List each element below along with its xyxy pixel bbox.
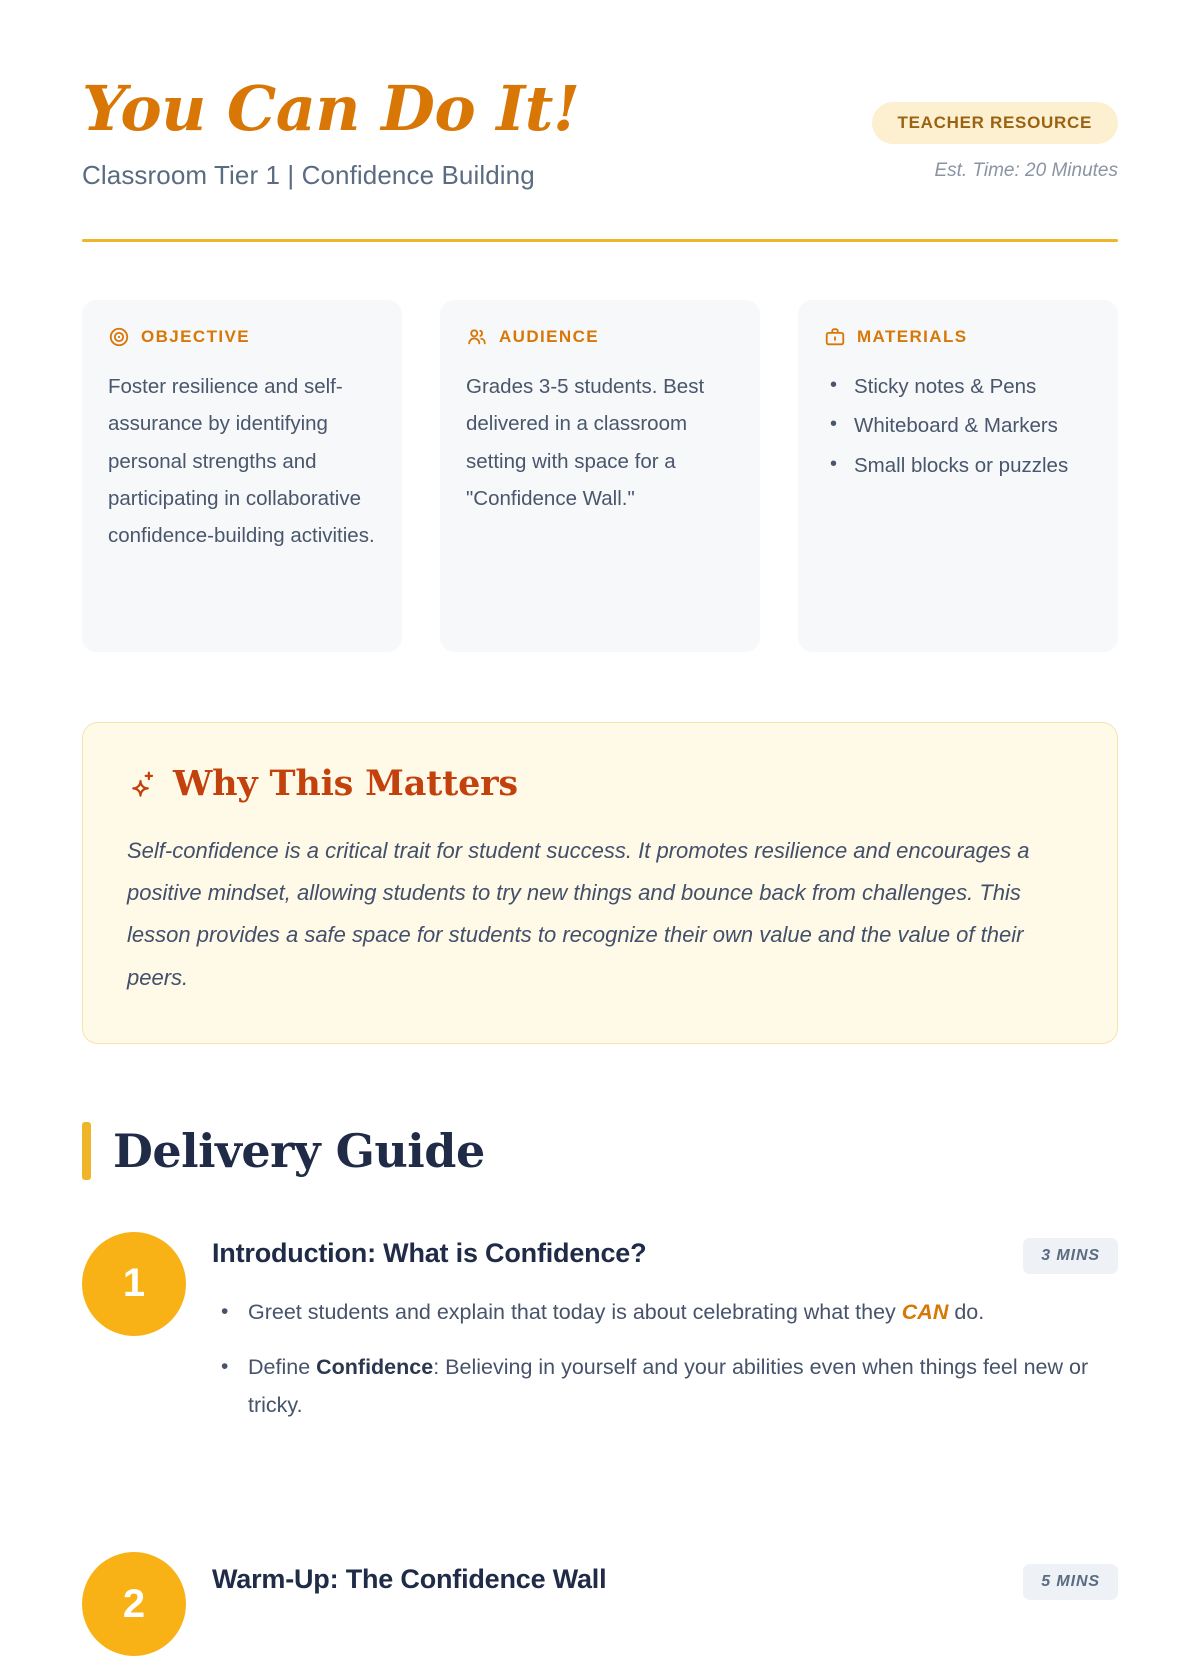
step-content	[212, 1552, 1118, 1656]
card-audience-title: AUDIENCE	[499, 327, 599, 346]
card-audience-header	[466, 326, 734, 348]
step-number-badge: 2	[82, 1552, 186, 1656]
estimated-time: Est. Time: 20 Minutes	[934, 160, 1118, 181]
header-divider	[82, 239, 1118, 242]
card-objective	[82, 300, 402, 652]
card-audience-body: Grades 3-5 students. Best delivered in a classroom setting with space for a "Confidence Wall."	[466, 375, 705, 510]
section-accent-bar	[82, 1122, 91, 1180]
why-title: Why This Matters	[173, 763, 518, 804]
step-title: Warm-Up: The Confidence Wall	[212, 1564, 607, 1594]
delivery-guide-heading	[82, 1122, 1118, 1180]
list-item: • Whiteboard & Markers	[824, 407, 1092, 444]
step-title: Introduction: What is Confidence?	[212, 1237, 647, 1268]
page-title: You Can Do It!	[82, 72, 580, 145]
card-objective-body: Foster resilience and self-assurance by identifying personal strengths and participating in collaborative confidence-building activities.	[108, 375, 375, 548]
list-item: • Define Confidence: Believing in yourself and your abilities even when things feel new or tricky.	[212, 1349, 1118, 1424]
briefcase-icon	[824, 326, 846, 348]
step-duration-badge: 3 MINS	[1023, 1238, 1118, 1274]
card-materials-header	[824, 326, 1092, 348]
materials-list	[824, 368, 1092, 484]
target-icon	[108, 326, 130, 348]
header-meta-block	[872, 78, 1118, 182]
list-item: • Greet students and explain that today is about celebrating what they CAN do.	[212, 1294, 1118, 1331]
card-objective-header	[108, 326, 376, 348]
page-subtitle: Classroom Tier 1 | Confidence Building	[82, 160, 535, 190]
card-objective-title: OBJECTIVE	[141, 327, 250, 346]
status-badge: TEACHER RESOURCE	[872, 102, 1118, 144]
step-bullet-list	[212, 1294, 1118, 1424]
header-text-block	[82, 72, 872, 191]
document-header	[82, 0, 1118, 191]
step-header-row	[212, 1238, 1118, 1274]
sparkles-icon	[127, 769, 157, 799]
section-title: Delivery Guide	[113, 1123, 485, 1178]
step-duration-badge: 5 MINS	[1023, 1564, 1118, 1600]
list-item: • Sticky notes & Pens	[824, 368, 1092, 405]
step-content	[212, 1232, 1118, 1442]
list-item: • Small blocks or puzzles	[824, 447, 1092, 484]
card-audience	[440, 300, 760, 652]
info-cards	[82, 300, 1118, 652]
why-this-matters-callout	[82, 722, 1118, 1044]
delivery-step-2-clipped	[82, 1552, 1118, 1626]
why-text: Self-confidence is a critical trait for student success. It promotes resilience and encourages a positive mindset, allowing students to try new things and bounce back from challenges. This lesson provides a safe space for students to recognize their own value and the value of their peers.	[127, 838, 1030, 990]
card-materials-body	[824, 368, 1092, 484]
card-materials-title: MATERIALS	[857, 327, 968, 346]
why-header	[127, 763, 1073, 804]
card-materials	[798, 300, 1118, 652]
step-header-row	[212, 1564, 1118, 1600]
delivery-step-1	[82, 1232, 1118, 1442]
users-icon	[466, 326, 488, 348]
step-number-badge: 1	[82, 1232, 186, 1336]
